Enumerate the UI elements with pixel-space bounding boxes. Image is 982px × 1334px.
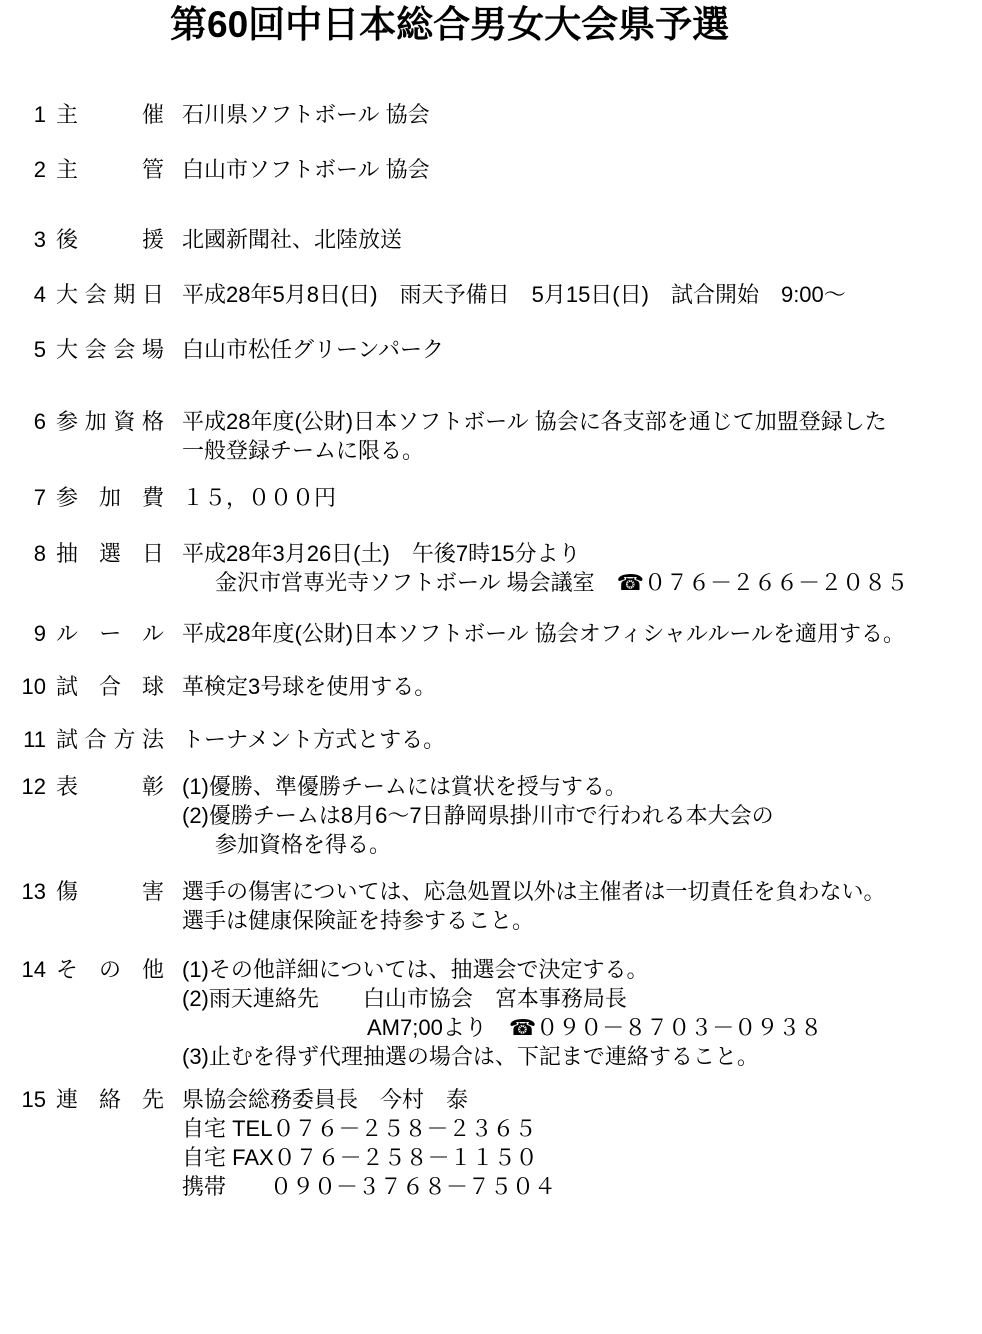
- item-content: [182, 539, 982, 597]
- item-content: [182, 877, 982, 935]
- item-line: AM7;00より ☎０９０－８７０３－０９３８: [367, 1015, 823, 1040]
- item-line: 選手の傷害については、応急処置以外は主催者は一切責任を負わない。: [182, 879, 886, 904]
- item-line: 一般登録チームに限る。: [182, 438, 425, 463]
- item-line: トーナメント方式とする。: [182, 727, 446, 752]
- item-label: 表彰: [56, 774, 164, 799]
- item-content: [182, 407, 982, 465]
- item-line: 革検定3号球を使用する。: [182, 674, 437, 699]
- item-label: 抽選日: [56, 541, 164, 566]
- item-number: 12: [21, 774, 46, 799]
- item-line: 金沢市営専光寺ソフトボール 場会議室 ☎０７６－２６６－２０８５: [215, 570, 909, 595]
- item-line: 石川県ソフトボール 協会: [182, 102, 430, 127]
- item-content: [182, 619, 982, 648]
- item-line: 平成28年度(公財)日本ソフトボール 協会オフィシャルルールを適用する。: [182, 621, 905, 646]
- item-number: 3: [33, 227, 46, 252]
- item-content: [182, 772, 982, 859]
- item-line: (1)優勝、準優勝チームには賞状を授与する。: [182, 774, 627, 799]
- item-label: 大会期日: [56, 282, 164, 307]
- item-line: 白山市松任グリーンパーク: [182, 337, 445, 362]
- item-line: 自宅 TEL０７６－２５８－２３６５: [182, 1116, 537, 1141]
- item-label: 参加資格: [56, 409, 164, 434]
- item-label: 大会会場: [56, 337, 164, 362]
- item-content: [182, 100, 982, 129]
- item-content: [182, 1085, 982, 1201]
- item-label: 主管: [56, 157, 164, 182]
- item-label: 後援: [56, 227, 164, 252]
- item-number: 13: [21, 879, 46, 904]
- item-content: [182, 483, 982, 512]
- page-title: 第60回中日本総合男女大会県予選: [170, 4, 730, 45]
- item-number: 9: [33, 621, 46, 646]
- item-number: 5: [33, 337, 46, 362]
- item-label: 傷害: [56, 879, 164, 904]
- item-line: (2)優勝チームは8月6～7日静岡県掛川市で行われる本大会の: [182, 803, 774, 828]
- item-line: (3)止むを得ず代理抽選の場合は、下記まで連絡すること。: [182, 1044, 759, 1069]
- item-label: 試合方法: [56, 727, 164, 752]
- item-content: [182, 155, 982, 184]
- item-line: (2)雨天連絡先 白山市協会 宮本事務局長: [182, 986, 627, 1011]
- item-line: 平成28年度(公財)日本ソフトボール 協会に各支部を通じて加盟登録した: [182, 409, 887, 434]
- item-line: 携帯 ０９０－３７６８－７５０４: [182, 1174, 557, 1199]
- item-label: 連絡先: [56, 1087, 164, 1112]
- item-label: 主催: [56, 102, 164, 127]
- item-number: 7: [33, 485, 46, 510]
- item-line: 県協会総務委員長 今村 泰: [182, 1087, 469, 1112]
- item-line: 平成28年5月8日(日) 雨天予備日 5月15日(日) 試合開始 9:00～: [182, 282, 846, 307]
- item-number: 11: [23, 727, 46, 752]
- item-line: (1)その他詳細については、抽選会で決定する。: [182, 957, 649, 982]
- item-content: [182, 225, 982, 254]
- item-content: [182, 955, 982, 1071]
- item-number: 2: [33, 157, 46, 182]
- item-number: 4: [33, 282, 46, 307]
- item-label: 試合球: [56, 674, 164, 699]
- item-content: [182, 725, 982, 754]
- item-content: [182, 280, 982, 309]
- item-line: 参加資格を得る。: [215, 832, 392, 857]
- item-number: 8: [33, 541, 46, 566]
- item-line: 北國新聞社、北陸放送: [182, 227, 403, 252]
- item-line: １５，０００円: [182, 485, 337, 510]
- item-content: [182, 335, 982, 364]
- item-label: ルール: [56, 621, 164, 646]
- item-line: 白山市ソフトボール 協会: [182, 157, 430, 182]
- item-number: 14: [21, 957, 46, 982]
- item-number: 15: [21, 1087, 46, 1112]
- item-number: 6: [33, 409, 46, 434]
- item-label: 参加費: [56, 485, 164, 510]
- item-number: 1: [33, 102, 46, 127]
- item-line: 選手は健康保険証を持参すること。: [182, 908, 535, 933]
- item-label: その他: [56, 957, 164, 982]
- item-line: 平成28年3月26日(土) 午後7時15分より: [182, 541, 581, 566]
- item-content: [182, 672, 982, 701]
- item-number: 10: [21, 674, 46, 699]
- item-line: 自宅 FAX０７６－２５８－１１５０: [182, 1145, 538, 1170]
